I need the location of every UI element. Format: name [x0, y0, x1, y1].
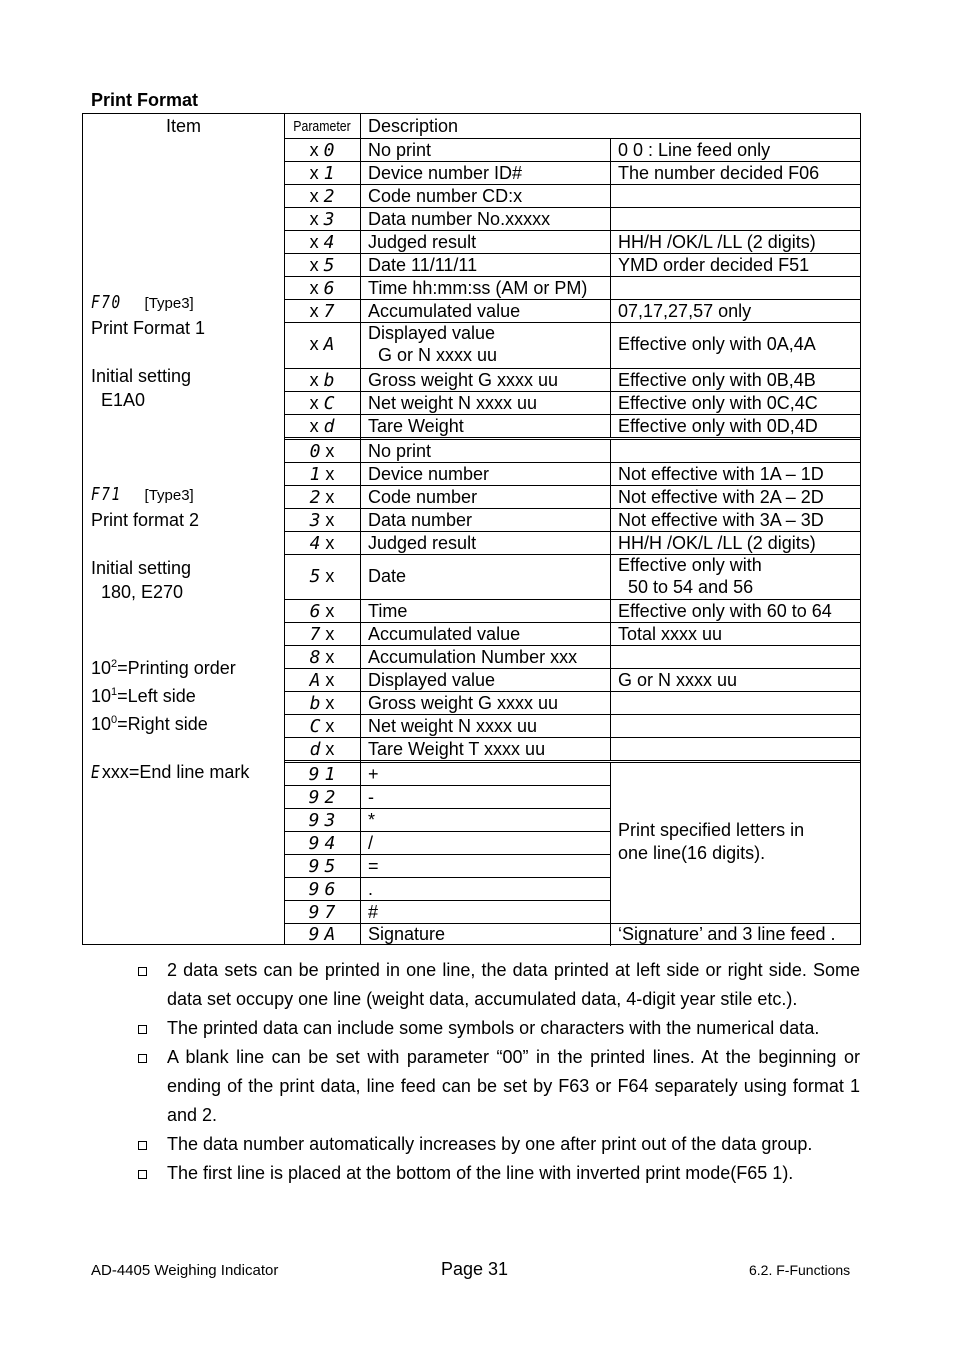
bullet-box-icon: [138, 1170, 147, 1179]
param-cell: x 2: [309, 186, 335, 207]
note-cell: Effective only with 60 to 64: [618, 601, 832, 621]
grid-line: [360, 114, 361, 944]
bullet-text: 2 data sets can be printed in one line, the data printed at left side or right side. Some data set occupy one line (weight data, accumulated data, 4-digit year stile etc.).: [167, 960, 860, 1009]
param-cell: 4 x: [309, 533, 335, 554]
desc-cell: Judged result: [368, 232, 477, 252]
group1-initial-label: Initial setting: [91, 366, 192, 386]
desc-cell: Date: [368, 566, 407, 586]
letters-note: one line(16 digits).: [618, 843, 766, 863]
group2-name: Print format 2: [91, 510, 200, 530]
param-cell: x 1: [309, 163, 335, 184]
header-parameter: Parameter: [293, 118, 351, 135]
note-cell: 07,17,27,57 only: [618, 301, 752, 321]
grid-line: [284, 253, 860, 254]
header-item: Item: [165, 116, 201, 136]
param-cell: x 3: [309, 209, 335, 230]
f70-code: F70: [91, 292, 122, 313]
symbol-cell: #: [368, 902, 379, 922]
desc-cell: Accumulation Number xxx: [368, 647, 578, 667]
desc-cell: Displayed value: [368, 323, 496, 343]
desc-cell: Device number: [368, 464, 490, 484]
grid-line: [284, 485, 860, 486]
grid-line: [284, 554, 860, 555]
order-note: $10^2=Printing$ order: [91, 658, 236, 678]
grid-line: [284, 161, 860, 162]
desc-cell: Data number: [368, 510, 473, 530]
desc-cell: Signature: [368, 924, 446, 944]
desc-cell: Accumulated value: [368, 624, 521, 644]
param-cell: 9 2: [308, 787, 336, 808]
end-note: E xxx=End line mark: [91, 762, 250, 783]
param-cell: 9 1: [308, 764, 336, 785]
param-cell: x 5: [309, 255, 335, 276]
param-cell: 9 6: [308, 879, 336, 900]
param-cell: 8 x: [309, 647, 335, 668]
grid-line: [284, 368, 860, 369]
symbol-cell: .: [368, 879, 374, 899]
desc-cell: No print: [368, 441, 432, 461]
param-cell: 5 x: [309, 566, 335, 587]
note-cell: Not effective with 1A – 1D: [618, 464, 824, 484]
note-cell: Not effective with 3A – 3D: [618, 510, 824, 530]
desc-cell: Time hh:mm:ss (AM or PM): [368, 278, 588, 298]
group2-initial-label: Initial setting: [91, 558, 192, 578]
desc-cell: Tare Weight T xxxx uu: [368, 739, 546, 759]
bullet-box-icon: [138, 967, 147, 976]
param-cell: x b: [309, 370, 335, 391]
grid-line: [284, 184, 860, 185]
bullet-box-icon: [138, 1025, 147, 1034]
desc-cell: Displayed value: [368, 670, 496, 690]
grid-line: [284, 900, 610, 901]
symbol-cell: *: [368, 810, 376, 830]
grid-line: [284, 437, 860, 438]
grid-line: [284, 276, 860, 277]
note-cell: HH/H /OK/L /LL (2 digits): [618, 232, 816, 252]
grid-line: [284, 808, 610, 809]
grid-line: [284, 230, 860, 231]
param-cell: 9 4: [308, 833, 336, 854]
note-cell: Effective only with 0C,4C: [618, 393, 818, 413]
note-cell: Effective only with: [618, 555, 762, 575]
grid-line: [284, 760, 860, 761]
param-cell: 9 3: [308, 810, 336, 831]
desc-cell: Net weight N xxxx uu: [368, 393, 538, 413]
symbol-cell: /: [368, 833, 374, 853]
symbol-cell: -: [368, 787, 374, 807]
bullet-text: The printed data can include some symbols or characters with the numerical data.: [167, 1018, 820, 1038]
left-note: $10^1=Left$ side: [91, 686, 196, 706]
param-cell: x C: [309, 393, 335, 414]
group2-type: [Type3]: [144, 487, 194, 504]
grid-line: [284, 531, 860, 532]
grid-line: [610, 762, 611, 946]
bullet-text: A blank line can be set with parameter “00” in the printed lines. At the beginning or ending of the print data, line feed can be set by F63 or F64 separately using format 1 and 2.: [167, 1047, 860, 1125]
grid-line: [284, 714, 860, 715]
group2-label: [91, 482, 249, 785]
note-cell: 0 0 : Line feed only: [618, 140, 771, 160]
desc-cell: Code number CD:x: [368, 186, 523, 206]
grid-line: [610, 439, 611, 760]
footer-page-number: Page 31: [441, 1259, 509, 1279]
param-cell: 0 x: [309, 441, 335, 462]
param-cell: 9 5: [308, 856, 336, 877]
grid-line: [284, 622, 860, 623]
grid-line: [284, 414, 860, 415]
notes-list: [138, 956, 860, 1188]
param-cell: C x: [309, 716, 335, 737]
desc-cell: Date 11/11/11: [368, 255, 478, 275]
note-cell: Effective only with 0A,4A: [618, 334, 816, 354]
desc-cell: Device number ID#: [368, 163, 523, 183]
bullet-text: The data number automatically increases by one after print out of the data group.: [167, 1134, 813, 1154]
param-cell: 3 x: [309, 510, 335, 531]
param-cell: x A: [309, 334, 335, 355]
param-cell: x 4: [309, 232, 335, 253]
footer-doc-title: AD-4405 Weighing Indicator: [91, 1262, 279, 1279]
param-cell: 6 x: [309, 601, 335, 622]
desc-cell: No print: [368, 140, 432, 160]
grid-line: [284, 207, 860, 208]
grid-line: [284, 854, 610, 855]
bullet-item: [138, 956, 860, 1014]
desc-cell: Time: [368, 601, 408, 621]
note-cell: YMD order decided F51: [618, 255, 810, 275]
grid-line: [284, 668, 860, 669]
desc-cell: Accumulated value: [368, 301, 521, 321]
bullet-text: The first line is placed at the bottom of the line with inverted print mode(F65 1).: [167, 1163, 794, 1183]
header-description: Description: [368, 116, 459, 136]
param-cell: 9 A: [308, 924, 336, 945]
grid-line: [284, 599, 860, 600]
grid-line: [284, 762, 860, 763]
group1-initial-value: E1A0: [101, 390, 146, 410]
param-cell: 7 x: [309, 624, 335, 645]
note-cell: 50 to 54 and 56: [628, 577, 754, 597]
bullet-item: [138, 1159, 860, 1188]
grid-line: [284, 462, 860, 463]
desc-cell: Gross weight G xxxx uu: [368, 370, 559, 390]
grid-line: [284, 645, 860, 646]
grid-line: [284, 299, 860, 300]
note-cell: The number decided F06: [618, 163, 820, 183]
grid-line: [284, 691, 860, 692]
desc-cell: Net weight N xxxx uu: [368, 716, 538, 736]
param-cell: 9 7: [308, 902, 336, 923]
bullet-item: [138, 1014, 860, 1043]
bullet-box-icon: [138, 1054, 147, 1063]
grid-line: [284, 439, 860, 440]
grid-line: [284, 737, 860, 738]
f71-code: F71: [91, 484, 122, 505]
note-cell: Not effective with 2A – 2D: [618, 487, 824, 507]
param-cell: b x: [309, 693, 335, 714]
group1-label: [91, 290, 205, 412]
param-cell: x 7: [309, 301, 335, 322]
bullet-box-icon: [138, 1141, 147, 1150]
bullet-item: [138, 1130, 860, 1159]
desc-cell: Judged result: [368, 533, 477, 553]
section-heading: Print Format: [91, 90, 199, 110]
symbol-cell: =: [368, 856, 379, 876]
grid-line: [284, 508, 860, 509]
grid-line: [284, 391, 860, 392]
group2-initial-value: 180, E270: [101, 582, 184, 602]
grid-line: [284, 138, 860, 139]
grid-line: [284, 877, 610, 878]
param-cell: 2 x: [309, 487, 335, 508]
note-cell: G or N xxxx uu: [618, 670, 738, 690]
grid-line: [284, 831, 610, 832]
note-cell: Effective only with 0B,4B: [618, 370, 816, 390]
param-cell: x d: [309, 416, 335, 437]
group1-name: Print Format 1: [91, 318, 206, 338]
param-cell: x 0: [309, 140, 335, 161]
grid-line: [610, 138, 611, 437]
footer-section: 6.2. F-Functions: [749, 1262, 851, 1278]
param-cell: 1 x: [309, 464, 335, 485]
note-cell: Effective only with 0D,4D: [618, 416, 818, 436]
desc-cell: Tare Weight: [368, 416, 464, 436]
note-cell: ‘Signature’ and 3 line feed .: [618, 924, 836, 944]
group1-type: [Type3]: [144, 295, 194, 312]
desc-cell: Code number: [368, 487, 478, 507]
symbol-cell: +: [368, 764, 379, 784]
desc-cell: Gross weight G xxxx uu: [368, 693, 559, 713]
note-cell: Total xxxx uu: [618, 624, 723, 644]
right-note: $10^0=Right$ side: [91, 714, 208, 734]
letters-note: Print specified letters in: [618, 820, 805, 840]
desc-cell: G or N xxxx uu: [378, 345, 498, 365]
note-cell: HH/H /OK/L /LL (2 digits): [618, 533, 816, 553]
desc-cell: Data number No.xxxxx: [368, 209, 551, 229]
bullet-item: [138, 1043, 860, 1130]
param-cell: d x: [309, 739, 335, 760]
param-cell: x 6: [309, 278, 335, 299]
grid-line: [284, 785, 610, 786]
param-cell: A x: [309, 670, 335, 691]
print-format-table: [82, 113, 861, 945]
